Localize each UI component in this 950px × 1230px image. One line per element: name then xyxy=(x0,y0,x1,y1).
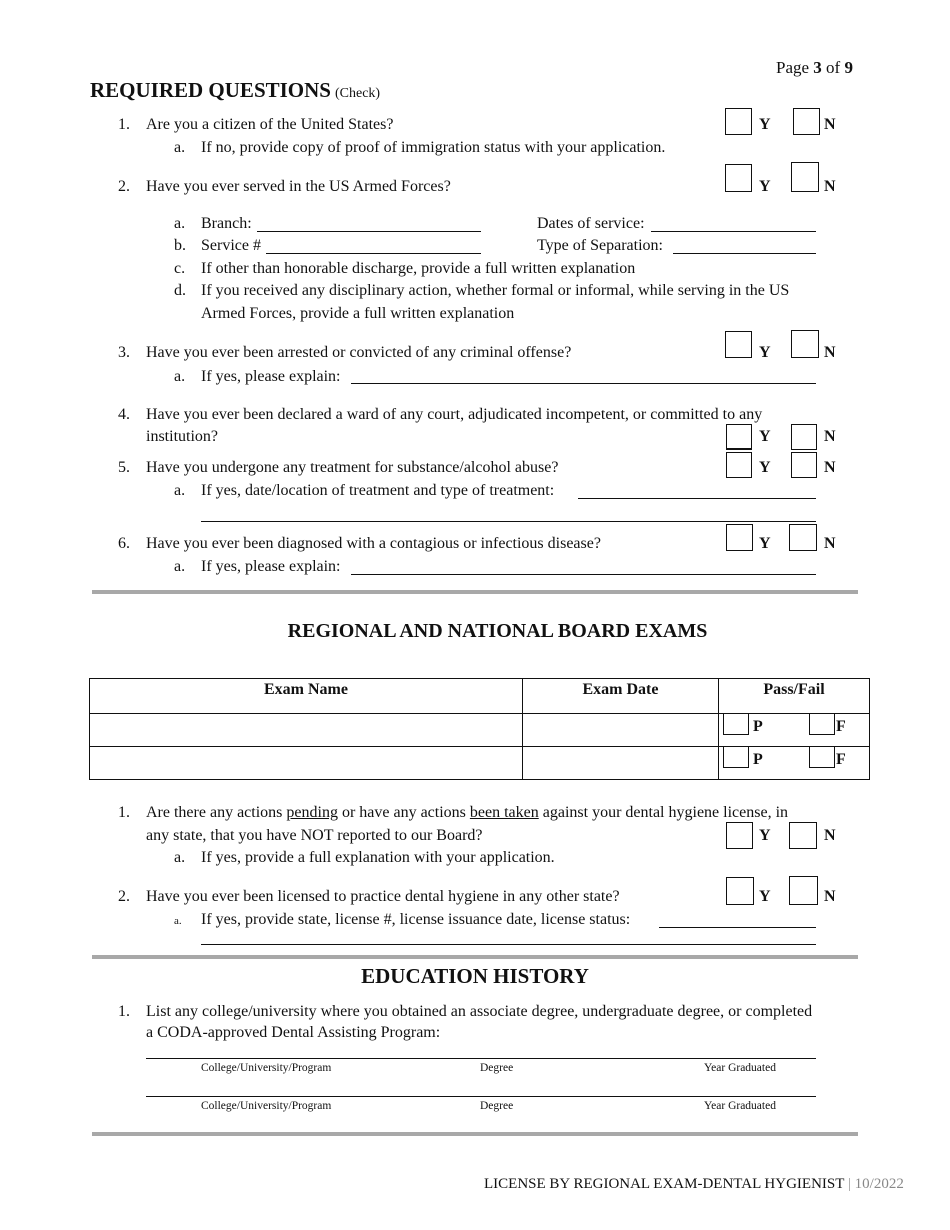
service-number-label: Service # xyxy=(201,237,261,254)
section-divider xyxy=(92,1132,858,1136)
q4-yes-label: Y xyxy=(759,428,771,445)
program-caption: College/University/Program xyxy=(201,1062,332,1074)
exam-question-1-text-line1: Are there any actions pending or have any actions been taken against your dental hygiene license, in xyxy=(146,804,789,821)
education-question-1-text-line1: List any college/university where you obtained an associate degree, undergraduate degree, or completed xyxy=(146,1003,813,1020)
fail-label: F xyxy=(836,718,846,735)
question-1-text: Are you a citizen of the United States? xyxy=(146,116,394,133)
q1-no-label: N xyxy=(824,116,836,133)
arrest-explanation-field[interactable] xyxy=(351,383,816,384)
exam-question-2-text: Have you ever been licensed to practice dental hygiene in any other state? xyxy=(146,888,620,905)
exam-date-cell[interactable] xyxy=(523,747,719,780)
pass-fail-header: Pass/Fail xyxy=(719,679,870,714)
q4-no-label: N xyxy=(824,428,836,445)
question-1a-marker: a. xyxy=(174,139,186,156)
exams-table xyxy=(89,678,870,780)
question-2d-text-line1: If you received any disciplinary action, whether formal or informal, while serving in the US xyxy=(201,282,790,299)
exam-q1-no-checkbox[interactable] xyxy=(789,822,817,849)
q5-yes-checkbox[interactable] xyxy=(726,452,752,478)
table-row xyxy=(90,747,870,780)
question-2-text: Have you ever served in the US Armed Forces? xyxy=(146,178,451,195)
pass-fail-cell xyxy=(719,747,870,780)
question-2b-marker: b. xyxy=(174,237,186,254)
question-6a-label: If yes, please explain: xyxy=(201,558,341,575)
education-entry-line[interactable] xyxy=(146,1058,816,1059)
program-caption: College/University/Program xyxy=(201,1100,332,1112)
fail-checkbox[interactable] xyxy=(809,713,835,735)
required-questions-heading: REQUIRED QUESTIONS (Check) xyxy=(90,78,381,102)
exam-date-cell[interactable] xyxy=(523,714,719,747)
q6-no-label: N xyxy=(824,535,836,552)
question-1a-text: If no, provide copy of proof of immigration status with your application. xyxy=(201,139,666,156)
q2-yes-label: Y xyxy=(759,178,771,195)
exam-q1-yes-checkbox[interactable] xyxy=(726,822,753,849)
exam-question-1a-text: If yes, provide a full explanation with your application. xyxy=(201,849,555,866)
question-5-text: Have you undergone any treatment for substance/alcohol abuse? xyxy=(146,459,559,476)
exam-name-cell[interactable] xyxy=(90,747,523,780)
question-3-text: Have you ever been arrested or convicted of any criminal offense? xyxy=(146,344,572,361)
disease-explanation-field[interactable] xyxy=(351,574,816,575)
exams-heading: REGIONAL AND NATIONAL BOARD EXAMS xyxy=(287,620,708,642)
dates-of-service-field[interactable] xyxy=(651,231,816,232)
question-6-text: Have you ever been diagnosed with a contagious or infectious disease? xyxy=(146,535,601,552)
exam-name-cell[interactable] xyxy=(90,714,523,747)
q1-yes-label: Y xyxy=(759,116,771,133)
q4-yes-checkbox[interactable] xyxy=(726,424,752,450)
q5-no-checkbox[interactable] xyxy=(791,452,817,478)
question-2c-text: If other than honorable discharge, provide a full written explanation xyxy=(201,260,636,277)
q3-yes-checkbox[interactable] xyxy=(725,331,752,358)
question-2c-marker: c. xyxy=(174,260,186,277)
q1-no-checkbox[interactable] xyxy=(793,108,820,135)
exam-question-2-number: 2. xyxy=(118,888,130,905)
service-number-field[interactable] xyxy=(266,253,481,254)
question-2a-marker: a. xyxy=(174,215,186,232)
question-5a-marker: a. xyxy=(174,482,186,499)
exams-table-header xyxy=(90,679,870,714)
page-number: Page 3 of 9 xyxy=(776,58,853,77)
pass-label: P xyxy=(753,751,763,768)
branch-field[interactable] xyxy=(257,231,481,232)
degree-caption: Degree xyxy=(480,1062,514,1074)
branch-label: Branch: xyxy=(201,215,252,232)
separation-type-label: Type of Separation: xyxy=(537,237,663,254)
exam-q2-no-label: N xyxy=(824,888,836,905)
exam-q1-yes-label: Y xyxy=(759,827,771,844)
education-question-1-text-line2: a CODA-approved Dental Assisting Program: xyxy=(146,1024,441,1041)
fail-label: F xyxy=(836,751,846,768)
footer-date: 10/2022 xyxy=(854,1176,904,1192)
exam-question-2a-label: If yes, provide state, license #, license issuance date, license status: xyxy=(201,911,631,928)
pass-fail-cell xyxy=(719,714,870,747)
question-2d-text-line2: Armed Forces, provide a full written explanation xyxy=(201,305,515,322)
other-license-field-line2[interactable] xyxy=(201,944,816,945)
q2-no-label: N xyxy=(824,178,836,195)
q6-yes-checkbox[interactable] xyxy=(726,524,753,551)
q4-no-checkbox[interactable] xyxy=(791,424,817,450)
education-question-1-number: 1. xyxy=(118,1003,130,1020)
question-3a-marker: a. xyxy=(174,368,186,385)
question-3-number: 3. xyxy=(118,344,130,361)
education-heading: EDUCATION HISTORY xyxy=(361,964,589,988)
exam-name-header: Exam Name xyxy=(90,679,523,714)
exam-q1-no-label: N xyxy=(824,827,836,844)
question-5-number: 5. xyxy=(118,459,130,476)
year-graduated-caption: Year Graduated xyxy=(704,1062,776,1074)
pass-label: P xyxy=(753,718,763,735)
exam-question-1a-marker: a. xyxy=(174,849,186,866)
q5-yes-label: Y xyxy=(759,459,771,476)
question-5a-label: If yes, date/location of treatment and type of treatment: xyxy=(201,482,555,499)
question-4-text-line2: institution? xyxy=(146,428,218,445)
question-4-number: 4. xyxy=(118,406,130,423)
question-6a-marker: a. xyxy=(174,558,186,575)
question-6-number: 6. xyxy=(118,535,130,552)
q2-no-checkbox[interactable] xyxy=(791,162,819,192)
exam-question-2a-marker: a. xyxy=(174,915,182,927)
q3-no-checkbox[interactable] xyxy=(791,330,819,358)
treatment-details-field[interactable] xyxy=(578,498,816,499)
other-license-field[interactable] xyxy=(659,927,816,928)
fail-checkbox[interactable] xyxy=(809,746,835,768)
q2-yes-checkbox[interactable] xyxy=(725,164,752,192)
footer-title: LICENSE BY REGIONAL EXAM-DENTAL HYGIENIST xyxy=(484,1176,845,1192)
treatment-details-field-line2[interactable] xyxy=(201,521,816,522)
q6-no-checkbox[interactable] xyxy=(789,524,817,551)
exam-q2-yes-checkbox[interactable] xyxy=(726,877,754,905)
q5-no-label: N xyxy=(824,459,836,476)
separation-type-field[interactable] xyxy=(673,253,816,254)
q3-yes-label: Y xyxy=(759,344,771,361)
education-entry-line[interactable] xyxy=(146,1096,816,1097)
section-divider xyxy=(92,955,858,959)
exam-date-header: Exam Date xyxy=(523,679,719,714)
exam-question-1-text-line2: any state, that you have NOT reported to our Board? xyxy=(146,827,483,844)
q1-yes-checkbox[interactable] xyxy=(725,108,752,135)
degree-caption: Degree xyxy=(480,1100,514,1112)
dates-of-service-label: Dates of service: xyxy=(537,215,645,232)
year-graduated-caption: Year Graduated xyxy=(704,1100,776,1112)
question-3a-label: If yes, please explain: xyxy=(201,368,341,385)
exam-q2-no-checkbox[interactable] xyxy=(789,876,818,905)
q3-no-label: N xyxy=(824,344,836,361)
footer: LICENSE BY REGIONAL EXAM-DENTAL HYGIENIST | 10/2022 xyxy=(484,1176,904,1192)
table-row xyxy=(90,714,870,747)
question-2d-marker: d. xyxy=(174,282,186,299)
pass-checkbox[interactable] xyxy=(723,713,749,735)
exam-question-1-number: 1. xyxy=(118,804,130,821)
exam-q2-yes-label: Y xyxy=(759,888,771,905)
question-1-number: 1. xyxy=(118,116,130,133)
question-4-text-line1: Have you ever been declared a ward of any court, adjudicated incompetent, or committed to any xyxy=(146,406,763,423)
q6-yes-label: Y xyxy=(759,535,771,552)
question-2-number: 2. xyxy=(118,178,130,195)
pass-checkbox[interactable] xyxy=(723,746,749,768)
section-divider xyxy=(92,590,858,594)
